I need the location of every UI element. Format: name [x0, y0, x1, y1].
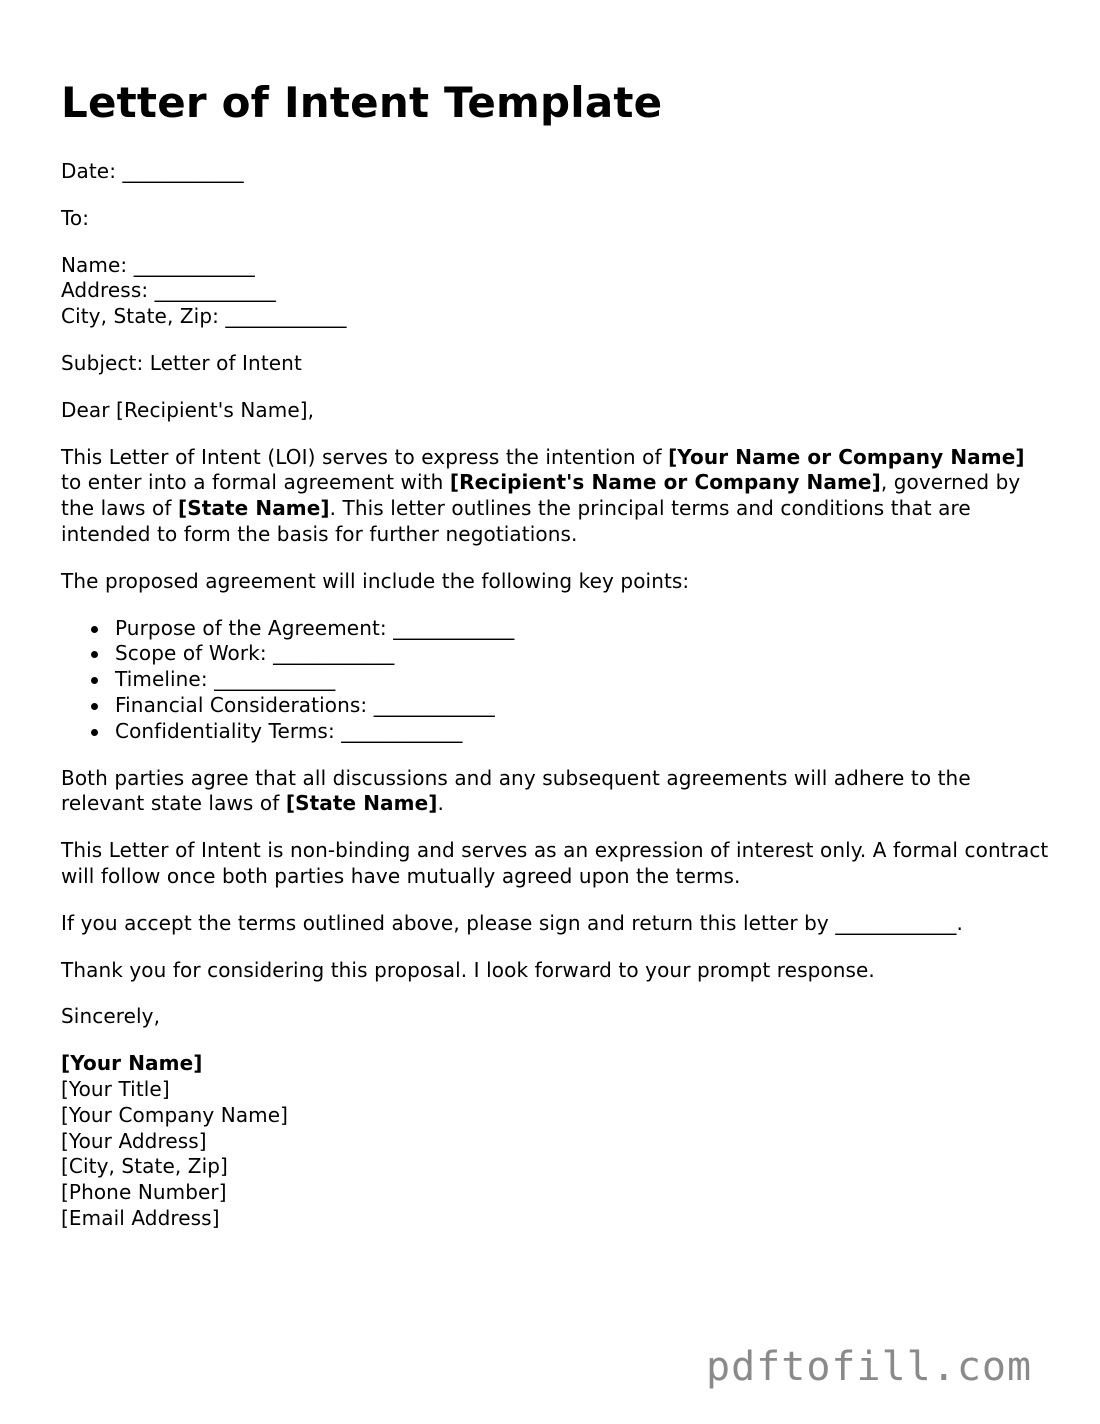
- signature-address: [Your Address]: [61, 1128, 207, 1153]
- intro-paragraph: [61, 445, 1051, 548]
- watermark: pdftofill.com: [706, 1344, 1033, 1390]
- recipient-address-line: Address: ____________: [61, 278, 276, 303]
- laws-text-1: Both parties agree that all discussions and any subsequent agreements will adhere to the relevant state laws of: [61, 765, 971, 816]
- recipient-block: [61, 253, 1051, 330]
- recipient-name-line: Name: ____________: [61, 252, 255, 277]
- key-points-list: [61, 616, 1051, 745]
- intro-your-name: [Your Name or Company Name]: [668, 444, 1025, 469]
- key-point-scope: Scope of Work: ____________: [115, 641, 1051, 667]
- laws-state-name: [State Name]: [285, 791, 438, 816]
- accept-paragraph: If you accept the terms outlined above, please sign and return this letter by ____________.: [61, 910, 963, 935]
- key-point-purpose: Purpose of the Agreement: ____________: [115, 616, 1051, 642]
- key-points-intro: The proposed agreement will include the following key points:: [61, 568, 690, 593]
- closing: Sincerely,: [61, 1004, 161, 1029]
- intro-text-4: . This letter outlines the principal terms and conditions that are intended to form the basis for further negotiations.: [61, 496, 971, 546]
- intro-state-name: [State Name]: [177, 496, 330, 521]
- to-line: To:: [61, 205, 90, 230]
- signature-block: [61, 1051, 1051, 1232]
- key-point-financial: Financial Considerations: ____________: [115, 693, 1051, 719]
- recipient-city-line: City, State, Zip: ____________: [61, 304, 347, 329]
- subject-line: Subject: Letter of Intent: [61, 350, 302, 375]
- letter-page: [61, 78, 1051, 1232]
- laws-text-2: .: [437, 791, 444, 816]
- signature-city: [City, State, Zip]: [61, 1154, 228, 1179]
- signature-name: [Your Name]: [61, 1051, 203, 1076]
- signature-company: [Your Company Name]: [61, 1102, 289, 1127]
- intro-text-1: This Letter of Intent (LOI) serves to express the intention of: [61, 444, 669, 469]
- key-point-confidentiality: Confidentiality Terms: ____________: [115, 719, 1051, 745]
- signature-title: [Your Title]: [61, 1076, 170, 1101]
- intro-text-3: , governed by the laws of: [61, 470, 1021, 521]
- key-point-timeline: Timeline: ____________: [115, 667, 1051, 693]
- nonbinding-paragraph: This Letter of Intent is non-binding and serves as an expression of interest only. A formal contract will follow once both parties have mutually agreed upon the terms.: [61, 838, 1049, 888]
- signature-phone: [Phone Number]: [61, 1180, 227, 1205]
- laws-paragraph: [61, 766, 1051, 818]
- salutation: Dear [Recipient's Name],: [61, 397, 315, 422]
- date-line: Date: ____________: [61, 159, 244, 183]
- thanks-paragraph: Thank you for considering this proposal. I look forward to your prompt response.: [61, 957, 875, 982]
- intro-text-2: to enter into a formal agreement with: [61, 470, 450, 495]
- intro-recipient-name: [Recipient's Name or Company Name]: [449, 470, 881, 495]
- page-title: Letter of Intent Template: [61, 78, 663, 127]
- signature-email: [Email Address]: [61, 1205, 220, 1230]
